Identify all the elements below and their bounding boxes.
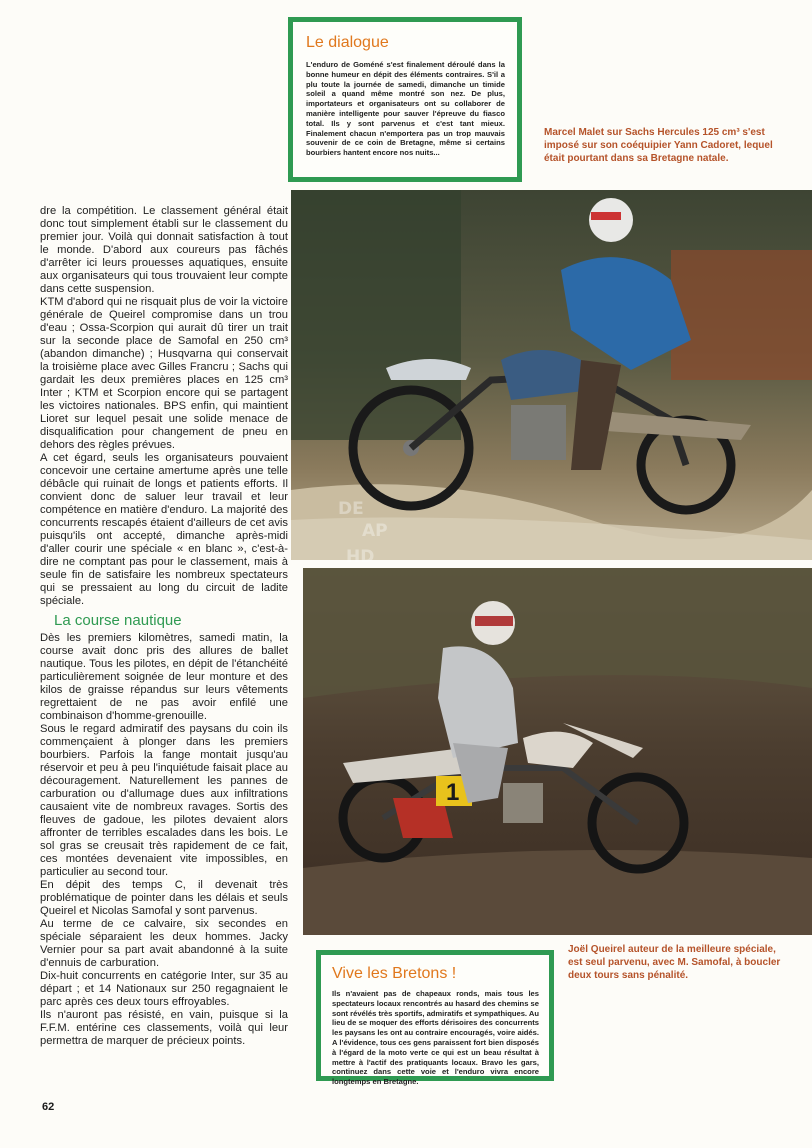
watermark-logo: DE AP HD — [338, 499, 388, 567]
article-paragraph: Au terme de ce calvaire, six secondes en spéciale séparaient les deux hommes. Jacky Vernier pour sa part avait abandonné à la suite d'ennuis de carburation. — [40, 918, 288, 969]
photo-rider-blue-jacket — [291, 190, 812, 560]
article-paragraph: Ils n'auront pas résisté, en vain, puisque si la F.F.M. entérine ces classements, voilà qui leur permettra de marquer de précieux points. — [40, 1009, 288, 1047]
photo-caption-top: Marcel Malet sur Sachs Hercules 125 cm³ s'est imposé sur son coéquipier Yann Cadoret, lequel était pourtant dans sa Bretagne natale. — [544, 127, 773, 164]
article-paragraph: Dix-huit concurrents en catégorie Inter, sur 35 au départ ; et 14 Nationaux sur 250 regagnaient le parc après ces deux tours effroyables. — [40, 970, 288, 1008]
article-column — [40, 205, 288, 1048]
dialogue-text: L'enduro de Goméné s'est finalement déroulé dans la bonne humeur en dépit des éléments contraires. S'il a plu toute la journée de samedi, dimanche un timide soleil a quand même montré son nez. De plus, importateurs et organisateurs ont su collaborer de manière intelligente pour sauver l'épreuve du fiasco total. Ils y sont parvenus et c'est tant mieux. Finalement chacun n'emportera pas un trop mauvais souvenir de ce coin de Bretagne, même si certains bourbiers hantent encore nos nuits... — [306, 60, 505, 158]
dialogue-box — [288, 17, 522, 182]
article-paragraph: Sous le regard admiratif des paysans du coin ils commençaient à plonger dans les premiers bourbiers. Parfois la fange montait jusqu'au réservoir et peu à peu l'inquiétude faisait place au découragement. Naturellement les pannes de carburation ou d'allumage dues aux infiltrations causaient vite de nombreux ravages. Sortis des fleuves de gadoue, les pilotes devaient alors affronter de terribles escalades dans les bois. Le sol gras se creusait très rapidement de ce fait, ces montées devenaient vite impossibles, en particulier au second tour. — [40, 723, 288, 878]
article-paragraph: En dépit des temps C, il devenait très problématique de pointer dans les délais et seuls Queirel et Nicolas Samofal y sont parvenus. — [40, 879, 288, 917]
dialogue-title: Le dialogue — [306, 34, 389, 51]
section-subhead: La course nautique — [54, 612, 182, 629]
bretons-text: Ils n'avaient pas de chapeaux ronds, mais tous les spectateurs locaux rencontrés au hasard des chemins se sont révélés très sportifs, admiratifs et sympathiques. Au lieu de se moquer des efforts dérisoires des concurrents les paysans les ont au contraire encouragés, voire aidés. A l'évidence, tous ces gens paraissent fort bien disposés à l'égard de la moto verte ce qui est un beau résultat à mettre à l'actif des pratiquants locaux. Bravo les gars, continuez dans cette voie et l'enduro vivra encore longtemps en Bretagne. — [332, 989, 539, 1087]
article-paragraph: A cet égard, seuls les organisateurs pouvaient concevoir une certaine amertume après une telle débâcle qui ruinait de longs et patients efforts. Il convient donc de saluer leur travail et leur compétence en matière d'enduro. La majorité des concurrents rescapés étaient d'ailleurs de cet avis puisqu'ils ont accepté, dimanche après-midi d'aller courir une spéciale « en blanc », c'est-à-dire ne comptant pas pour le classement, mais à seule fin de satisfaire les nombreux spectateurs qui se pressaient au long du circuit de ladite spéciale. — [40, 452, 288, 607]
race-number: 1 — [446, 779, 460, 806]
bretons-box — [316, 950, 554, 1087]
page-number: 62 — [42, 1101, 55, 1113]
photo-caption-bottom: Joël Queirel auteur de la meilleure spéciale, est seul parvenu, avec M. Samofal, à boucler deux tours sans pénalité. — [568, 944, 781, 981]
article-paragraph: Dès les premiers kilomètres, samedi matin, la course avait donc pris des allures de ballet nautique. Tous les pilotes, en dépit de l'étanchéité particulièrement soignée de leur monture et des kilos de graisse répandus sur leurs vêtements regrettaient de ne pas avoir enfilé une combinaison d'homme-grenouille. — [40, 632, 288, 722]
bretons-title: Vive les Bretons ! — [332, 965, 457, 982]
article-paragraph: dre la compétition. Le classement général était donc tout simplement établi sur le classement du premier jour. Voilà qui donnait satisfaction à tout le monde. D'abord aux coureurs pas fâchés d'arrêter ici leurs prouesses aquatiques, ensuite aux organisateurs qui tous trouvaient leur compte dans cette suspension. — [40, 205, 288, 295]
article-paragraph: KTM d'abord qui ne risquait plus de voir la victoire générale de Queirel compromise dans un trou d'eau ; Ossa-Scorpion qui aurait dû tirer un trait sur la seconde place de Samofal en 250 cm³ (abandon dimanche) ; Husqvarna qui conservait la troisième place avec Gilles Francru ; Sachs qui gardait les deux premières places en 125 cm³ Inter ; KTM et Scorpion encore qui se partagent les victoires nationales. BPS enfin, qui maintient Lioret sur lequel pesait une solide menace de disqualification pour changement de pneu en dehors des règles prévues. — [40, 296, 288, 451]
photo-rider-number-one — [303, 568, 812, 935]
